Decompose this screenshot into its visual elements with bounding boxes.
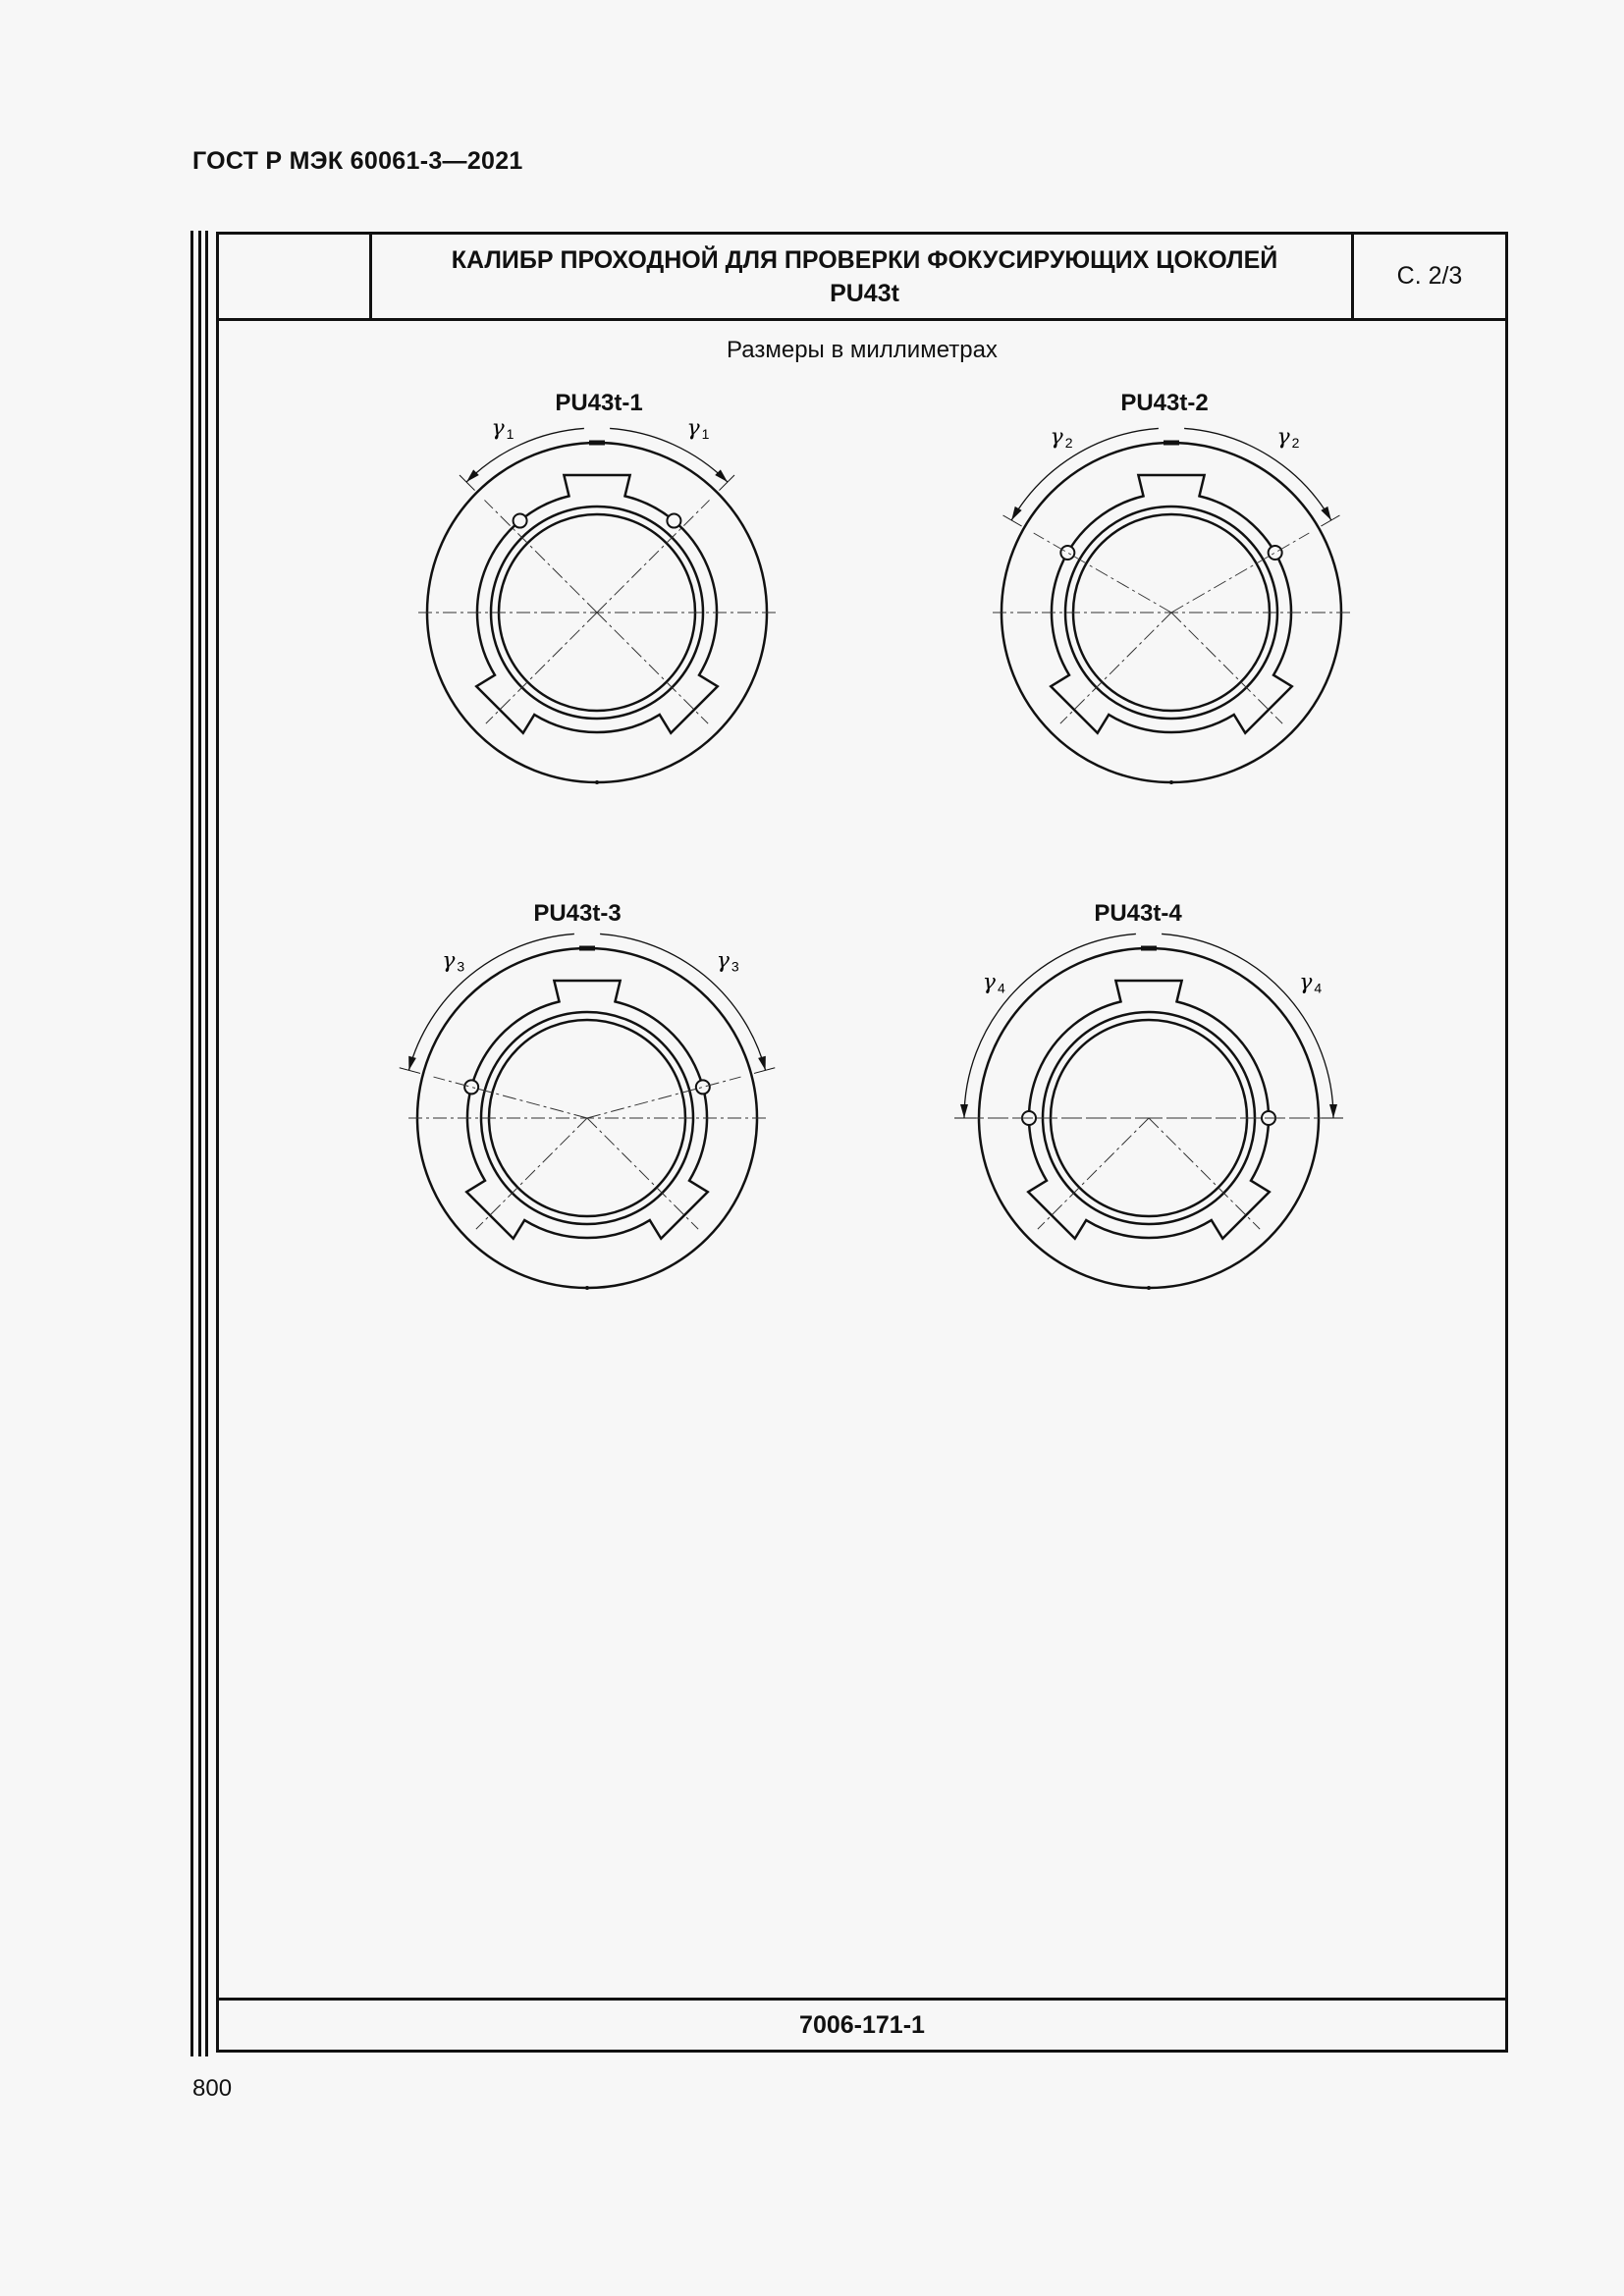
dimension-arrow [758,1056,766,1071]
angle-label: γ 4 [1299,970,1323,996]
notch [1060,546,1074,560]
frame-border-line [198,231,201,2056]
axis-line [1149,1118,1260,1229]
title-line-2: PU43t [830,279,899,307]
angle-label: γ 2 [1276,425,1300,452]
notch [667,514,680,528]
bottom-mark [1147,1286,1151,1290]
angle-index: 1 [701,425,710,442]
notch [696,1080,710,1094]
axis-line [1171,613,1282,723]
axis-line [486,613,597,723]
title-block [219,235,1505,321]
notch [514,514,527,528]
figure-label-3: PU43t-3 [533,900,622,927]
angle-label: γ 3 [716,948,739,975]
angle-label: γ 1 [686,415,710,442]
angle-label: γ 2 [1050,425,1073,452]
angle-index: 4 [1314,980,1323,996]
notch [1269,546,1282,560]
title-block-title [372,235,1357,318]
axis-line [434,1077,587,1118]
angle-label: γ 4 [982,970,1005,996]
dimension-arc [1011,428,1159,520]
title-block-left-cell [219,235,372,318]
axis-line [587,1077,740,1118]
bottom-mark [585,1286,589,1290]
drawing-frame [216,232,1508,2053]
figure-label-4: PU43t-4 [1094,900,1182,927]
axis-line [1060,613,1171,723]
sheet-code: 7006-171-1 [219,1998,1505,2050]
angle-label: γ 1 [491,415,514,442]
axis-line [1034,533,1171,613]
axis-line [587,1118,698,1229]
dimension-arc [600,934,765,1070]
frame-border-line [205,231,208,2056]
gauge-drawing-3 [366,917,808,1309]
gauge-drawing-1 [376,411,818,804]
angle-index: 3 [457,958,465,975]
axis-line [597,613,708,723]
axis-line [1038,1118,1149,1229]
bottom-mark [595,780,599,784]
dimension-arrow [1321,507,1330,520]
dimension-arrow [960,1104,968,1118]
angle-index: 4 [997,980,1005,996]
dimension-arrow [1329,1104,1337,1118]
gauge-drawing-4 [928,917,1370,1309]
angle-index: 2 [1064,435,1073,452]
dimension-arrow [1011,507,1021,520]
units-note: Размеры в миллиметрах [727,337,998,363]
dimension-arrow [408,1056,416,1071]
axis-line [1171,533,1309,613]
angle-index: 2 [1291,435,1300,452]
frame-border-line [190,231,193,2056]
title-line-1: КАЛИБР ПРОХОДНОЙ ДЛЯ ПРОВЕРКИ ФОКУСИРУЮЩИХ ЦОКОЛЕЙ [451,245,1278,274]
figure-label-2: PU43t-2 [1120,390,1209,416]
angle-label: γ 3 [442,948,465,975]
angle-index: 1 [506,425,514,442]
page-number: 800 [192,2075,233,2102]
figure-label-1: PU43t-1 [555,390,643,416]
notch [464,1080,478,1094]
dimension-arc [1162,934,1333,1118]
dimension-arc [1184,428,1331,520]
gauge-drawing-2 [950,411,1392,804]
dimension-arc [408,934,573,1070]
axis-line [476,1118,587,1229]
bottom-mark [1169,780,1173,784]
document-header: ГОСТ Р МЭК 60061-3—2021 [192,147,523,175]
dimension-arc [964,934,1136,1118]
angle-index: 3 [731,958,739,975]
sheet-number: С. 2/3 [1351,235,1505,318]
